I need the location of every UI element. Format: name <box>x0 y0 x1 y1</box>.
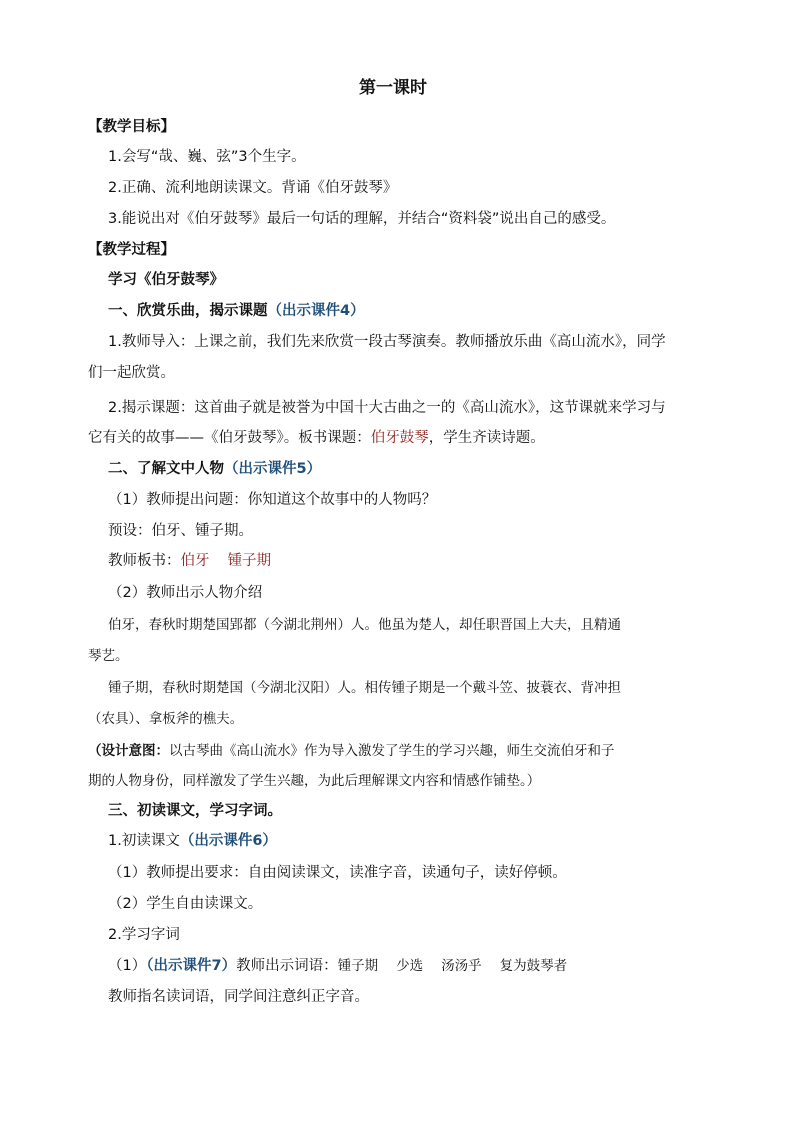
paragraph: 们一起欣赏。 <box>88 365 175 381</box>
board-label: 教师板书： <box>108 553 181 569</box>
courseware-tag: （出示课件6） <box>179 833 277 849</box>
board-line <box>108 550 271 572</box>
intro-paragraph: 伯牙，春秋时期楚国郢都（今湖北荆州）人。他虽为楚人，却任职晋国上大夫，且精通 <box>108 617 621 633</box>
goal-item: 2.正确、流利地朗读课文。背诵《伯牙鼓琴》 <box>108 180 398 196</box>
page-title: 第一课时 <box>359 78 427 98</box>
board-title: 伯牙鼓琴 <box>370 430 429 446</box>
design-intent: 期的人物身份，同样激发了学生兴趣，为此后理解课文内容和情感作铺垫。） <box>88 773 541 789</box>
section-3-heading: 三、初读课文，学习字词。 <box>108 803 282 819</box>
vocab-word: 少选 <box>396 958 424 974</box>
vocab-line <box>108 955 567 977</box>
paragraph <box>88 427 545 449</box>
paragraph: （1）教师提出要求：自由阅读课文，读准字音，读通句子，读好停顿。 <box>108 865 567 881</box>
section-2-title: 二、了解文中人物 <box>108 461 224 477</box>
vocab-word: 锺子期 <box>337 958 379 974</box>
section-1-heading <box>108 300 365 322</box>
process-header: 【教学过程】 <box>88 242 175 258</box>
paragraph-text: （1） <box>108 958 147 974</box>
intro-paragraph: （农具）、拿板斧的樵夫。 <box>88 711 244 727</box>
paragraph: 1.教师导入：上课之前，我们先来欣赏一段古琴演奏。教师播放乐曲《高山流水》，同学 <box>108 334 666 350</box>
paragraph <box>108 830 277 852</box>
goal-item: 1.会写“哉、巍、弦”3个生字。 <box>108 149 306 165</box>
section-1-title: 一、欣赏乐曲，揭示课题 <box>108 303 268 319</box>
design-label: （设计意图： <box>88 743 169 759</box>
courseware-tag: （出示课件7） <box>146 958 237 974</box>
board-name: 伯牙 <box>180 553 210 569</box>
paragraph-text: 教师出示词语： <box>236 958 338 974</box>
board-name: 锺子期 <box>227 553 271 569</box>
goals-header: 【教学目标】 <box>88 119 175 135</box>
paragraph: 2.学习字词 <box>108 927 180 943</box>
courseware-tag: （出示课件5） <box>224 461 322 477</box>
design-text: 以古琴曲《高山流水》作为导入激发了学生的学习兴趣，师生交流伯牙和子 <box>169 743 615 759</box>
intro-paragraph: 琴艺。 <box>88 648 129 664</box>
vocab-word: 汤汤乎 <box>441 958 482 974</box>
paragraph: （1）教师提出问题：你知道这个故事中的人物吗？ <box>108 492 437 508</box>
paragraph-text: ，学生齐读诗题。 <box>428 430 545 446</box>
paragraph-text: 它有关的故事——《伯牙鼓琴》。板书课题： <box>88 430 371 446</box>
paragraph: 预设：伯牙、锺子期。 <box>108 523 253 539</box>
paragraph: （2）教师出示人物介绍 <box>108 585 263 601</box>
vocab-word: 复为鼓琴者 <box>499 958 568 974</box>
paragraph-text: 1.初读课文 <box>108 833 180 849</box>
design-intent <box>88 740 615 762</box>
intro-paragraph: 锺子期，春秋时期楚国（今湖北汉阳）人。相传锺子期是一个戴斗笠、披蓑衣、背冲担 <box>108 680 621 696</box>
paragraph: 2.揭示课题：这首曲子就是被誉为中国十大古曲之一的《高山流水》，这节课就来学习与 <box>108 400 666 416</box>
paragraph: 教师指名读词语，同学间注意纠正字音。 <box>108 989 369 1005</box>
courseware-tag: （出示课件4） <box>267 303 365 319</box>
paragraph: （2）学生自由读课文。 <box>108 896 263 912</box>
goal-item: 3.能说出对《伯牙鼓琴》最后一句话的理解，并结合“资料袋”说出自己的感受。 <box>108 211 616 227</box>
section-2-heading <box>108 458 321 480</box>
lesson-heading: 学习《伯牙鼓琴》 <box>108 272 224 288</box>
